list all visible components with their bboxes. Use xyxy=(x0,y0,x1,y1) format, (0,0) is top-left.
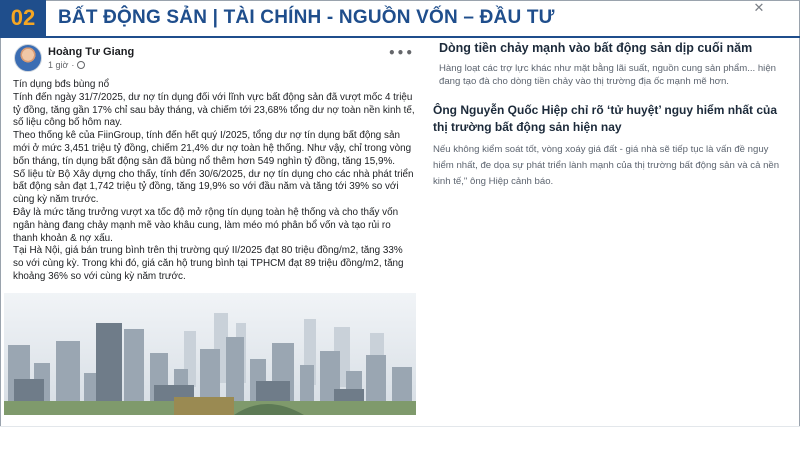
post-line: Theo thống kê của FiinGroup, tính đến hết quý I/2025, tổng dư nợ tín dụng bất động sản xyxy=(13,130,400,142)
section-number: 02 xyxy=(0,0,46,36)
skyline-illustration xyxy=(4,293,416,415)
post-line: Tại Hà Nội, giá bán trung bình trên thị trường quý II/2025 đạt 80 triệu đồng/m2, tăng 33% xyxy=(13,245,403,257)
post-line: bất động sản đạt 1,742 triệu tỷ đồng, tăng 19,9% so với đầu năm và tăng tới 39% so với xyxy=(13,181,399,193)
post-line: mới ở mức 3,451 triệu tỷ đồng, chiếm 21,4% dư nợ toàn hệ thống. Như vậy, chỉ trong vòng xyxy=(13,142,412,154)
post-line: tỷ đồng, tăng gần 17% chỉ sau bảy tháng, và chiếm tới 23,68% tổng dư nợ toàn nền kinh tế, xyxy=(13,104,415,116)
post-line: ngân hàng đang chảy mạnh mẽ vào khâu cung, làm méo mó phân bổ vốn và tạo rủi ro xyxy=(13,219,391,231)
post-line: thanh khoản & nợ xấu. xyxy=(13,232,113,244)
footer-band xyxy=(0,426,800,449)
header-divider xyxy=(0,36,800,38)
post-line: cùng kỳ năm trước. xyxy=(13,194,99,206)
article-summary-1: Hàng loạt các trợ lực khác như mặt bằng lãi suất, nguồn cung sản phẩm... hiện đang tạo đà cho dòng tiền chảy vào thị trường địa ốc mạnh mẽ hơn. xyxy=(439,63,776,87)
avatar[interactable] xyxy=(14,44,42,72)
post-meta: 1 giờ · xyxy=(48,60,85,70)
post-time[interactable]: 1 giờ xyxy=(48,60,69,70)
post-line: khoảng 36% so với cùng kỳ năm trước. xyxy=(13,270,186,282)
post-line: Tín dụng bđs bùng nổ xyxy=(13,79,110,90)
post-body xyxy=(13,79,415,284)
globe-icon xyxy=(77,61,85,69)
post-author[interactable]: Hoàng Tư Giang xyxy=(48,46,135,58)
article-title-1[interactable]: Dòng tiền chảy mạnh vào bất động sản dịp cuối năm xyxy=(439,41,753,55)
close-icon[interactable]: ✕ xyxy=(753,1,765,16)
post-line: Đây là mức tăng trưởng vượt xa tốc độ mở rộng tín dụng toàn hệ thống và cho thấy vốn xyxy=(13,206,399,218)
article-summary-2: Nếu không kiểm soát tốt, vòng xoáy giá đất - giá nhà sẽ tiếp tục là vấn đề nguy hiểm nhất, đe dọa sự phát triển lành mạnh của thị trường bất động sản và cả nền kinh tế," ông Hiệp cảnh báo. xyxy=(433,144,780,187)
article-title-2[interactable]: Ông Nguyễn Quốc Hiệp chỉ rõ ‘tử huyệt’ nguy hiểm nhất của thị trường bất động sản hiện nay xyxy=(433,103,778,134)
city-skyline-photo[interactable] xyxy=(4,293,416,415)
section-title: BẤT ĐỘNG SẢN | TÀI CHÍNH - NGUỒN VỐN – ĐẦU TƯ xyxy=(58,7,555,28)
post-line: số liệu công bố hôm nay. xyxy=(13,117,123,129)
more-options-icon[interactable]: ••• xyxy=(388,46,415,60)
post-line: bốn tháng, tín dụng bất động sản đã bùng nổ thêm hơn 549 nghìn tỷ đồng, tăng 15,9%. xyxy=(13,155,396,167)
post-line: so với cùng kỳ. Trong khi đó, giá căn hộ trung bình tại TPHCM đạt 89 triệu đồng/m2, tăng xyxy=(13,258,404,270)
post-line: Số liệu từ Bộ Xây dựng cho thấy, tính đến 30/6/2025, dư nợ tín dụng cho các nhà phát triển xyxy=(13,168,414,180)
post-line: Tính đến ngày 31/7/2025, dư nợ tín dụng đối với lĩnh vực bất động sản đã vượt mốc 4 triệu xyxy=(13,91,413,103)
facebook-post xyxy=(4,40,416,415)
slide-header xyxy=(0,0,800,36)
